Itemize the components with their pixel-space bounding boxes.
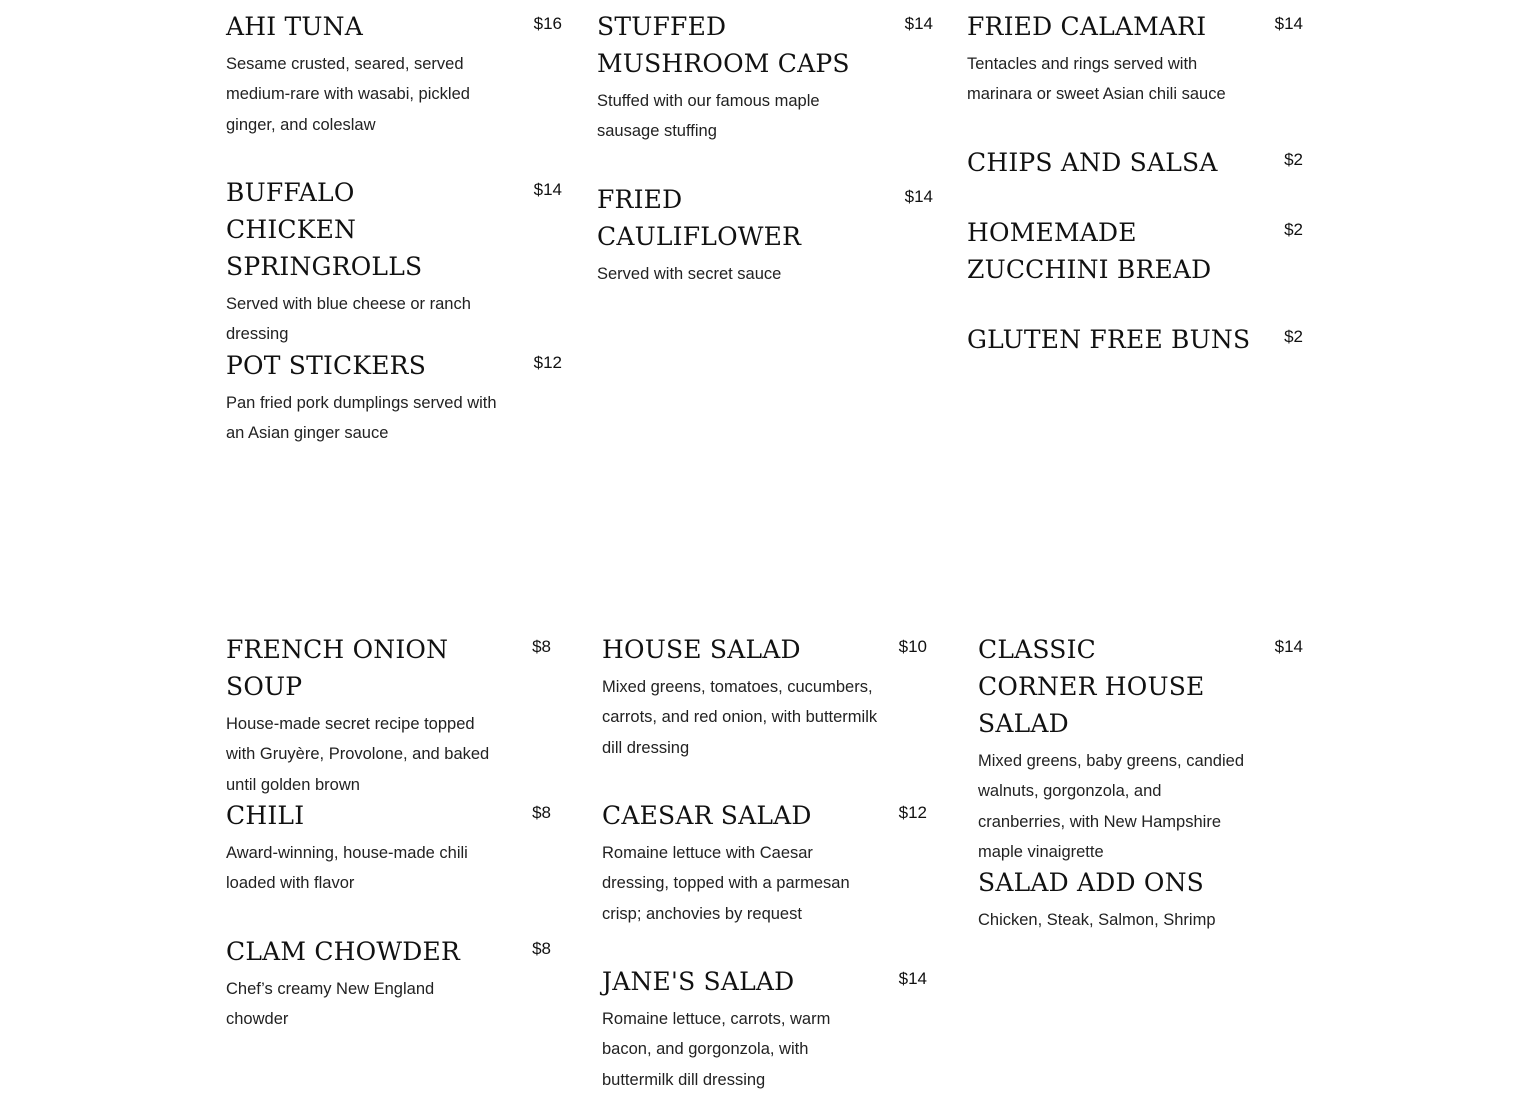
- menu-item-name: AHI TUNA: [226, 12, 363, 41]
- menu-item-description: Mixed greens, baby greens, candied walnuts, gorgonzola, and cranberries, with New Hampshire maple vinaigrette: [978, 752, 1244, 861]
- appetizers-column-1: [226, 8, 562, 449]
- menu-item-name: STUFFED MUSHROOM CAPS: [597, 12, 850, 78]
- menu-item-description: Award-winning, house-made chili loaded with flavor: [226, 844, 468, 893]
- menu-item: [226, 347, 562, 449]
- menu-item: [978, 864, 1303, 935]
- menu-item-description: Pan fried pork dumplings served with an Asian ginger sauce: [226, 394, 497, 443]
- menu-item-name: FRENCH ONION SOUP: [226, 635, 449, 701]
- menu-item: [226, 631, 551, 797]
- menu-item-price: $14: [898, 969, 927, 988]
- menu-item-price: $10: [898, 637, 927, 656]
- menu-item-price: $8: [532, 803, 551, 822]
- menu-item: [978, 631, 1303, 864]
- soups-column: [226, 631, 551, 1035]
- menu-item-price: $14: [1274, 14, 1303, 33]
- menu-item-name: CAESAR SALAD: [602, 801, 812, 830]
- menu-item: [967, 8, 1303, 144]
- salads-column-1: [602, 631, 927, 1095]
- menu-item-description: Mixed greens, tomatoes, cucumbers, carrots, and red onion, with buttermilk dill dressing: [602, 678, 878, 757]
- appetizers-column-2: [597, 8, 933, 289]
- menu-item-description: Stuffed with our famous maple sausage stuffing: [597, 92, 820, 141]
- menu-item-description: Romaine lettuce, carrots, warm bacon, and gorgonzola, with buttermilk dill dressing: [602, 1010, 831, 1089]
- menu-item: [226, 933, 551, 1035]
- menu-item: [226, 797, 551, 933]
- menu-item: [967, 214, 1303, 321]
- menu-item-name: CLASSIC CORNER HOUSE SALAD: [978, 635, 1205, 738]
- menu-item-description: Served with secret sauce: [597, 265, 782, 283]
- menu-item: [597, 8, 933, 181]
- menu-item-price: $16: [533, 14, 562, 33]
- menu-item-name: HOUSE SALAD: [602, 635, 801, 664]
- menu-item-description: Chicken, Steak, Salmon, Shrimp: [978, 911, 1216, 929]
- menu-item-name: SALAD ADD ONS: [978, 868, 1205, 897]
- menu-item-name: CLAM CHOWDER: [226, 937, 460, 966]
- menu-item: [226, 174, 562, 347]
- menu-item-name: CHILI: [226, 801, 305, 830]
- menu-item-description: Served with blue cheese or ranch dressing: [226, 295, 471, 344]
- menu-item: [226, 8, 562, 174]
- menu-item-price: $14: [533, 180, 562, 199]
- menu-item: [602, 631, 927, 797]
- menu-item-price: $2: [1284, 220, 1303, 239]
- menu-item-name: JANE'S SALAD: [602, 967, 795, 996]
- menu-item-name: POT STICKERS: [226, 351, 427, 380]
- menu-item-price: $2: [1284, 150, 1303, 169]
- menu-item-name: FRIED CALAMARI: [967, 12, 1207, 41]
- menu-item: [602, 963, 927, 1095]
- menu-item-price: $8: [532, 939, 551, 958]
- menu-item-name: GLUTEN FREE BUNS: [967, 325, 1251, 354]
- menu-item-price: $14: [1274, 637, 1303, 656]
- menu-item-description: House-made secret recipe topped with Gruyère, Provolone, and baked until golden brown: [226, 715, 490, 794]
- menu-item: [967, 321, 1303, 358]
- menu-item-name: BUFFALO CHICKEN SPRINGROLLS: [226, 178, 423, 281]
- menu-item-price: $12: [533, 353, 562, 372]
- menu-item-description: Sesame crusted, seared, served medium-rare with wasabi, pickled ginger, and coleslaw: [226, 55, 470, 134]
- appetizers-column-3: [967, 8, 1303, 358]
- menu-item: [967, 144, 1303, 214]
- menu-item-price: $12: [898, 803, 927, 822]
- menu-item: [597, 181, 933, 289]
- menu-item: [602, 797, 927, 963]
- menu-item-price: $2: [1284, 327, 1303, 346]
- menu-item-price: $14: [904, 14, 933, 33]
- menu-item-description: Romaine lettuce with Caesar dressing, topped with a parmesan crisp; anchovies by request: [602, 844, 850, 923]
- menu-item-name: HOMEMADE ZUCCHINI BREAD: [967, 218, 1212, 284]
- menu-item-name: FRIED CAULIFLOWER: [597, 185, 802, 251]
- menu-item-price: $8: [532, 637, 551, 656]
- salads-column-2: [978, 631, 1303, 935]
- menu-item-name: CHIPS AND SALSA: [967, 148, 1218, 177]
- menu-item-description: Chef’s creamy New England chowder: [226, 980, 435, 1029]
- menu-item-description: Tentacles and rings served with marinara or sweet Asian chili sauce: [967, 55, 1226, 104]
- menu-item-price: $14: [904, 187, 933, 206]
